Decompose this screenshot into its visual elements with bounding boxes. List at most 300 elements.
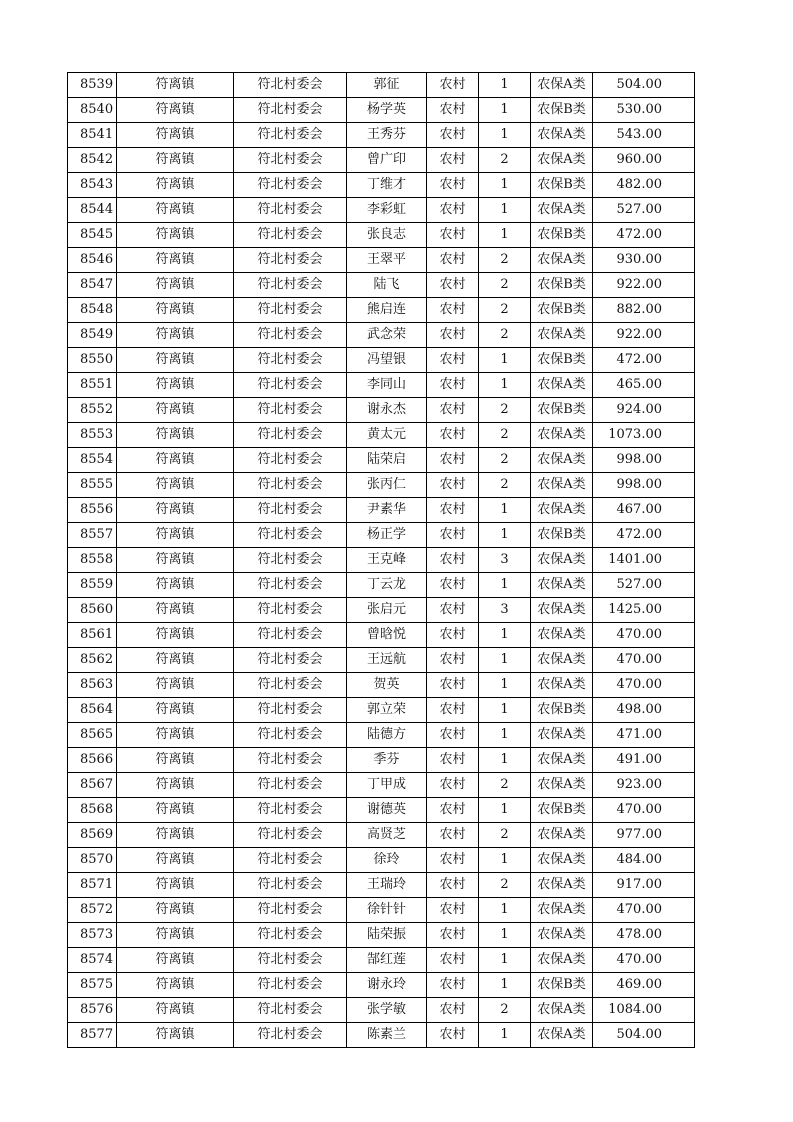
category-cell: 农保B类 [531,98,593,123]
amount-cell: 960.00 [593,148,695,173]
count-cell: 1 [479,898,531,923]
amount-cell: 498.00 [593,698,695,723]
count-cell: 2 [479,873,531,898]
town-cell: 符离镇 [117,723,234,748]
village-cell: 符北村委会 [234,673,347,698]
row-id-cell: 8545 [68,223,117,248]
village-cell: 符北村委会 [234,498,347,523]
village-cell: 符北村委会 [234,323,347,348]
data-table [67,72,695,1048]
table-row [68,148,695,173]
type-cell: 农村 [427,198,479,223]
count-cell: 2 [479,773,531,798]
type-cell: 农村 [427,73,479,98]
category-cell: 农保A类 [531,923,593,948]
village-cell: 符北村委会 [234,523,347,548]
count-cell: 1 [479,948,531,973]
amount-cell: 1401.00 [593,548,695,573]
type-cell: 农村 [427,923,479,948]
row-id-cell: 8561 [68,623,117,648]
town-cell: 符离镇 [117,423,234,448]
amount-cell: 470.00 [593,898,695,923]
village-cell: 符北村委会 [234,373,347,398]
name-cell: 徐玲 [347,848,427,873]
amount-cell: 491.00 [593,748,695,773]
table-row [68,198,695,223]
row-id-cell: 8539 [68,73,117,98]
row-id-cell: 8569 [68,823,117,848]
type-cell: 农村 [427,698,479,723]
category-cell: 农保A类 [531,123,593,148]
name-cell: 谢永玲 [347,973,427,998]
count-cell: 2 [479,998,531,1023]
town-cell: 符离镇 [117,473,234,498]
category-cell: 农保A类 [531,948,593,973]
count-cell: 1 [479,573,531,598]
name-cell: 李同山 [347,373,427,398]
town-cell: 符离镇 [117,448,234,473]
count-cell: 2 [479,148,531,173]
category-cell: 农保B类 [531,398,593,423]
type-cell: 农村 [427,823,479,848]
village-cell: 符北村委会 [234,98,347,123]
row-id-cell: 8556 [68,498,117,523]
name-cell: 李彩虹 [347,198,427,223]
count-cell: 1 [479,623,531,648]
name-cell: 陆荣振 [347,923,427,948]
amount-cell: 471.00 [593,723,695,748]
table-row [68,573,695,598]
category-cell: 农保A类 [531,73,593,98]
type-cell: 农村 [427,623,479,648]
count-cell: 2 [479,398,531,423]
amount-cell: 470.00 [593,648,695,673]
category-cell: 农保A类 [531,723,593,748]
name-cell: 谢德英 [347,798,427,823]
name-cell: 陆德方 [347,723,427,748]
row-id-cell: 8553 [68,423,117,448]
amount-cell: 998.00 [593,448,695,473]
count-cell: 2 [479,273,531,298]
village-cell: 符北村委会 [234,298,347,323]
category-cell: 农保A类 [531,598,593,623]
town-cell: 符离镇 [117,323,234,348]
type-cell: 农村 [427,223,479,248]
village-cell: 符北村委会 [234,648,347,673]
name-cell: 王瑞玲 [347,873,427,898]
row-id-cell: 8571 [68,873,117,898]
village-cell: 符北村委会 [234,198,347,223]
category-cell: 农保A类 [531,873,593,898]
count-cell: 2 [479,423,531,448]
amount-cell: 1425.00 [593,598,695,623]
table-row [68,248,695,273]
table-row [68,523,695,548]
town-cell: 符离镇 [117,698,234,723]
table-row [68,548,695,573]
category-cell: 农保A类 [531,623,593,648]
village-cell: 符北村委会 [234,148,347,173]
type-cell: 农村 [427,898,479,923]
village-cell: 符北村委会 [234,548,347,573]
type-cell: 农村 [427,173,479,198]
table-row [68,273,695,298]
row-id-cell: 8542 [68,148,117,173]
row-id-cell: 8575 [68,973,117,998]
name-cell: 曾广印 [347,148,427,173]
village-cell: 符北村委会 [234,1023,347,1048]
type-cell: 农村 [427,648,479,673]
row-id-cell: 8549 [68,323,117,348]
row-id-cell: 8576 [68,998,117,1023]
name-cell: 张学敏 [347,998,427,1023]
village-cell: 符北村委会 [234,573,347,598]
name-cell: 陆飞 [347,273,427,298]
table-row [68,623,695,648]
table-row [68,673,695,698]
type-cell: 农村 [427,473,479,498]
name-cell: 熊启连 [347,298,427,323]
count-cell: 1 [479,348,531,373]
amount-cell: 478.00 [593,923,695,948]
table-row [68,798,695,823]
name-cell: 张丙仁 [347,473,427,498]
name-cell: 尹素华 [347,498,427,523]
table-row [68,173,695,198]
village-cell: 符北村委会 [234,223,347,248]
village-cell: 符北村委会 [234,248,347,273]
name-cell: 丁维才 [347,173,427,198]
amount-cell: 527.00 [593,573,695,598]
row-id-cell: 8544 [68,198,117,223]
category-cell: 农保A类 [531,848,593,873]
name-cell: 陆荣启 [347,448,427,473]
amount-cell: 470.00 [593,948,695,973]
row-id-cell: 8567 [68,773,117,798]
town-cell: 符离镇 [117,748,234,773]
town-cell: 符离镇 [117,148,234,173]
type-cell: 农村 [427,773,479,798]
count-cell: 1 [479,223,531,248]
table-row [68,748,695,773]
town-cell: 符离镇 [117,1023,234,1048]
row-id-cell: 8558 [68,548,117,573]
village-cell: 符北村委会 [234,873,347,898]
row-id-cell: 8550 [68,348,117,373]
category-cell: 农保A类 [531,423,593,448]
table-row [68,823,695,848]
count-cell: 1 [479,123,531,148]
town-cell: 符离镇 [117,398,234,423]
row-id-cell: 8547 [68,273,117,298]
type-cell: 农村 [427,323,479,348]
count-cell: 3 [479,548,531,573]
amount-cell: 527.00 [593,198,695,223]
type-cell: 农村 [427,948,479,973]
town-cell: 符离镇 [117,673,234,698]
table-row [68,448,695,473]
category-cell: 农保A类 [531,448,593,473]
village-cell: 符北村委会 [234,798,347,823]
name-cell: 王远航 [347,648,427,673]
table-row [68,498,695,523]
type-cell: 农村 [427,548,479,573]
type-cell: 农村 [427,448,479,473]
table-row [68,423,695,448]
amount-cell: 924.00 [593,398,695,423]
count-cell: 1 [479,848,531,873]
type-cell: 农村 [427,298,479,323]
village-cell: 符北村委会 [234,173,347,198]
amount-cell: 472.00 [593,348,695,373]
count-cell: 3 [479,598,531,623]
name-cell: 陈素兰 [347,1023,427,1048]
row-id-cell: 8570 [68,848,117,873]
town-cell: 符离镇 [117,273,234,298]
category-cell: 农保B类 [531,223,593,248]
count-cell: 2 [479,448,531,473]
amount-cell: 922.00 [593,323,695,348]
village-cell: 符北村委会 [234,623,347,648]
village-cell: 符北村委会 [234,923,347,948]
type-cell: 农村 [427,148,479,173]
name-cell: 冯望银 [347,348,427,373]
category-cell: 农保A类 [531,823,593,848]
type-cell: 农村 [427,98,479,123]
count-cell: 1 [479,648,531,673]
town-cell: 符离镇 [117,298,234,323]
table-row [68,898,695,923]
name-cell: 武念荣 [347,323,427,348]
table-row [68,323,695,348]
category-cell: 农保B类 [531,798,593,823]
town-cell: 符离镇 [117,573,234,598]
type-cell: 农村 [427,373,479,398]
count-cell: 1 [479,798,531,823]
table-body [68,73,695,1048]
type-cell: 农村 [427,1023,479,1048]
category-cell: 农保A类 [531,898,593,923]
town-cell: 符离镇 [117,898,234,923]
amount-cell: 923.00 [593,773,695,798]
type-cell: 农村 [427,998,479,1023]
amount-cell: 482.00 [593,173,695,198]
table-row [68,398,695,423]
category-cell: 农保A类 [531,248,593,273]
village-cell: 符北村委会 [234,348,347,373]
table-row [68,298,695,323]
village-cell: 符北村委会 [234,448,347,473]
town-cell: 符离镇 [117,973,234,998]
row-id-cell: 8563 [68,673,117,698]
village-cell: 符北村委会 [234,598,347,623]
village-cell: 符北村委会 [234,823,347,848]
count-cell: 1 [479,173,531,198]
village-cell: 符北村委会 [234,898,347,923]
table-row [68,848,695,873]
type-cell: 农村 [427,523,479,548]
name-cell: 王克峰 [347,548,427,573]
row-id-cell: 8566 [68,748,117,773]
count-cell: 1 [479,198,531,223]
count-cell: 1 [479,698,531,723]
amount-cell: 930.00 [593,248,695,273]
town-cell: 符离镇 [117,848,234,873]
name-cell: 郭征 [347,73,427,98]
table-row [68,998,695,1023]
name-cell: 张启元 [347,598,427,623]
table-row [68,923,695,948]
name-cell: 张良志 [347,223,427,248]
count-cell: 2 [479,473,531,498]
name-cell: 杨正学 [347,523,427,548]
amount-cell: 484.00 [593,848,695,873]
row-id-cell: 8559 [68,573,117,598]
category-cell: 农保A类 [531,373,593,398]
table-row [68,873,695,898]
category-cell: 农保B类 [531,523,593,548]
type-cell: 农村 [427,598,479,623]
row-id-cell: 8541 [68,123,117,148]
category-cell: 农保A类 [531,648,593,673]
name-cell: 曾晗悦 [347,623,427,648]
town-cell: 符离镇 [117,598,234,623]
category-cell: 农保A类 [531,773,593,798]
category-cell: 农保A类 [531,498,593,523]
village-cell: 符北村委会 [234,273,347,298]
category-cell: 农保B类 [531,273,593,298]
count-cell: 1 [479,523,531,548]
village-cell: 符北村委会 [234,473,347,498]
table-row [68,598,695,623]
type-cell: 农村 [427,123,479,148]
category-cell: 农保A类 [531,323,593,348]
town-cell: 符离镇 [117,173,234,198]
amount-cell: 917.00 [593,873,695,898]
amount-cell: 469.00 [593,973,695,998]
row-id-cell: 8560 [68,598,117,623]
count-cell: 1 [479,673,531,698]
name-cell: 郜红莲 [347,948,427,973]
row-id-cell: 8555 [68,473,117,498]
type-cell: 农村 [427,348,479,373]
category-cell: 农保A类 [531,998,593,1023]
count-cell: 2 [479,298,531,323]
name-cell: 丁云龙 [347,573,427,598]
row-id-cell: 8551 [68,373,117,398]
table-row [68,1023,695,1048]
table-row [68,698,695,723]
row-id-cell: 8562 [68,648,117,673]
village-cell: 符北村委会 [234,773,347,798]
village-cell: 符北村委会 [234,423,347,448]
village-cell: 符北村委会 [234,948,347,973]
type-cell: 农村 [427,873,479,898]
row-id-cell: 8574 [68,948,117,973]
count-cell: 1 [479,723,531,748]
table-row [68,948,695,973]
amount-cell: 882.00 [593,298,695,323]
type-cell: 农村 [427,798,479,823]
town-cell: 符离镇 [117,798,234,823]
amount-cell: 530.00 [593,98,695,123]
category-cell: 农保B类 [531,348,593,373]
village-cell: 符北村委会 [234,998,347,1023]
type-cell: 农村 [427,423,479,448]
type-cell: 农村 [427,248,479,273]
name-cell: 季芬 [347,748,427,773]
name-cell: 郭立荣 [347,698,427,723]
row-id-cell: 8557 [68,523,117,548]
town-cell: 符离镇 [117,123,234,148]
row-id-cell: 8573 [68,923,117,948]
town-cell: 符离镇 [117,773,234,798]
town-cell: 符离镇 [117,548,234,573]
amount-cell: 465.00 [593,373,695,398]
table-row [68,73,695,98]
table-row [68,98,695,123]
table-row [68,973,695,998]
amount-cell: 1073.00 [593,423,695,448]
category-cell: 农保A类 [531,198,593,223]
count-cell: 1 [479,98,531,123]
type-cell: 农村 [427,973,479,998]
amount-cell: 470.00 [593,673,695,698]
name-cell: 丁甲成 [347,773,427,798]
village-cell: 符北村委会 [234,973,347,998]
village-cell: 符北村委会 [234,398,347,423]
town-cell: 符离镇 [117,498,234,523]
name-cell: 徐针针 [347,898,427,923]
row-id-cell: 8572 [68,898,117,923]
row-id-cell: 8540 [68,98,117,123]
town-cell: 符离镇 [117,923,234,948]
type-cell: 农村 [427,498,479,523]
row-id-cell: 8552 [68,398,117,423]
category-cell: 农保B类 [531,698,593,723]
count-cell: 1 [479,1023,531,1048]
table-row [68,773,695,798]
town-cell: 符离镇 [117,223,234,248]
row-id-cell: 8548 [68,298,117,323]
name-cell: 杨学英 [347,98,427,123]
row-id-cell: 8554 [68,448,117,473]
town-cell: 符离镇 [117,98,234,123]
category-cell: 农保B类 [531,298,593,323]
row-id-cell: 8568 [68,798,117,823]
type-cell: 农村 [427,748,479,773]
name-cell: 谢永杰 [347,398,427,423]
village-cell: 符北村委会 [234,698,347,723]
count-cell: 1 [479,923,531,948]
amount-cell: 922.00 [593,273,695,298]
table-row [68,348,695,373]
type-cell: 农村 [427,673,479,698]
count-cell: 1 [479,498,531,523]
town-cell: 符离镇 [117,348,234,373]
amount-cell: 472.00 [593,223,695,248]
amount-cell: 504.00 [593,1023,695,1048]
amount-cell: 467.00 [593,498,695,523]
count-cell: 1 [479,373,531,398]
count-cell: 2 [479,323,531,348]
category-cell: 农保A类 [531,148,593,173]
town-cell: 符离镇 [117,998,234,1023]
category-cell: 农保A类 [531,1023,593,1048]
town-cell: 符离镇 [117,623,234,648]
village-cell: 符北村委会 [234,748,347,773]
amount-cell: 504.00 [593,73,695,98]
